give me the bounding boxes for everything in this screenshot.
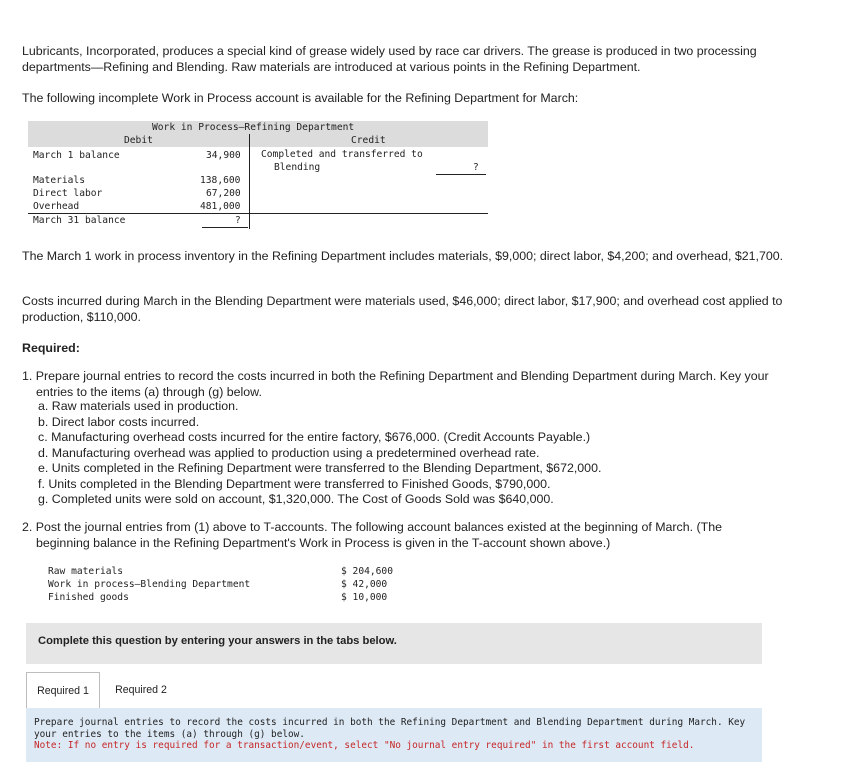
credit-amount: ? [473, 162, 479, 173]
subitem: a. Raw materials used in production. [38, 399, 239, 413]
panel-instructions: Prepare journal entries to record the costs incurred in both the Refining Department and Blending Department during March. Key your entries to the items (a) through (g) below. [34, 717, 746, 740]
t-account-credit-header: Credit [351, 135, 386, 146]
subitem: f. Units completed in the Blending Department were transferred to Finished Goods, $790,000. [38, 476, 551, 491]
subitem: c. Manufacturing overhead costs incurred for the entire factory, $676,000. (Credit Accounts Payable.) [38, 430, 591, 444]
t-account-refining [28, 121, 488, 229]
debit-label: Overhead [33, 201, 80, 212]
debit-label: Materials [33, 175, 85, 186]
wip-beginning-note: The March 1 work in process inventory in the Refining Department includes materials, $9,000; direct labor, $4,200; and overhead, $21,700. [22, 249, 784, 263]
instruction-bar: Complete this question by entering your answers in the tabs below. [26, 623, 762, 664]
debit-amount: ? [235, 215, 241, 226]
debit-amount: 481,000 [200, 201, 241, 212]
subitem: d. Manufacturing overhead was applied to production using a predetermined overhead rate. [38, 445, 540, 460]
credit-underline [436, 174, 486, 175]
balance-label: Raw materials [48, 566, 124, 577]
debit-amount: 67,200 [206, 188, 241, 199]
debit-label: March 31 balance [33, 215, 126, 226]
subitem: g. Completed units were sold on account, $1,320,000. The Cost of Goods Sold was $640,000. [38, 492, 554, 506]
required-item-1: 1. Prepare journal entries to record the costs incurred in both the Refining Department and Blending Department during March. Key your entries to the items (a) through (g) below. [22, 369, 769, 399]
required-subitems [38, 399, 601, 508]
debit-amount: 34,900 [206, 150, 241, 161]
t-account-divider [249, 134, 250, 229]
credit-label-line2: Blending [274, 162, 321, 173]
debit-amount: 138,600 [200, 175, 241, 186]
tab-required-1[interactable]: Required 1 [26, 672, 100, 708]
panel-note: Note: If no entry is required for a transaction/event, select "No journal entry required" in the first account field. [34, 740, 695, 751]
balance-amount: $ 204,600 [341, 566, 393, 577]
tab-content-panel [26, 708, 762, 762]
balance-label: Work in process—Blending Department [48, 579, 251, 590]
required-heading: Required: [22, 341, 80, 355]
debit-label: Direct labor [33, 188, 103, 199]
subitem: b. Direct labor costs incurred. [38, 414, 200, 429]
balance-amount: $ 10,000 [341, 592, 388, 603]
intro-t-account-lead: The following incomplete Work in Process account is available for the Refining Department for March: [22, 91, 579, 105]
debit-label: March 1 balance [33, 150, 120, 161]
intro-paragraph: Lubricants, Incorporated, produces a special kind of grease widely used by race car drivers. The grease is produced in two processing departments—Refining and Blending. Raw materials are introduced at various points in the Refining Department. [22, 44, 757, 74]
t-account-total-line [28, 213, 488, 214]
blending-costs-note: Costs incurred during March in the Blending Department were materials used, $46,000; direct labor, $17,900; and overhead cost applied to production, $110,000. [22, 294, 783, 324]
credit-label: Completed and transferred to [261, 149, 423, 160]
t-account-debit-header: Debit [124, 135, 153, 146]
balance-amount: $ 42,000 [341, 579, 388, 590]
required-item-2: 2. Post the journal entries from (1) above to T-accounts. The following account balances existed at the beginning of March. (The beginning balance in the Refining Department's Work in Process is given in the T-account shown above.) [22, 520, 723, 550]
t-account-title: Work in Process—Refining Department [152, 122, 355, 133]
tab-required-2[interactable]: Required 2 [106, 672, 176, 708]
debit-underline [202, 227, 248, 228]
subitem: e. Units completed in the Refining Department were transferred to the Blending Department, $672,000. [38, 461, 602, 475]
beginning-balances [48, 566, 408, 605]
balance-label: Finished goods [48, 592, 129, 603]
